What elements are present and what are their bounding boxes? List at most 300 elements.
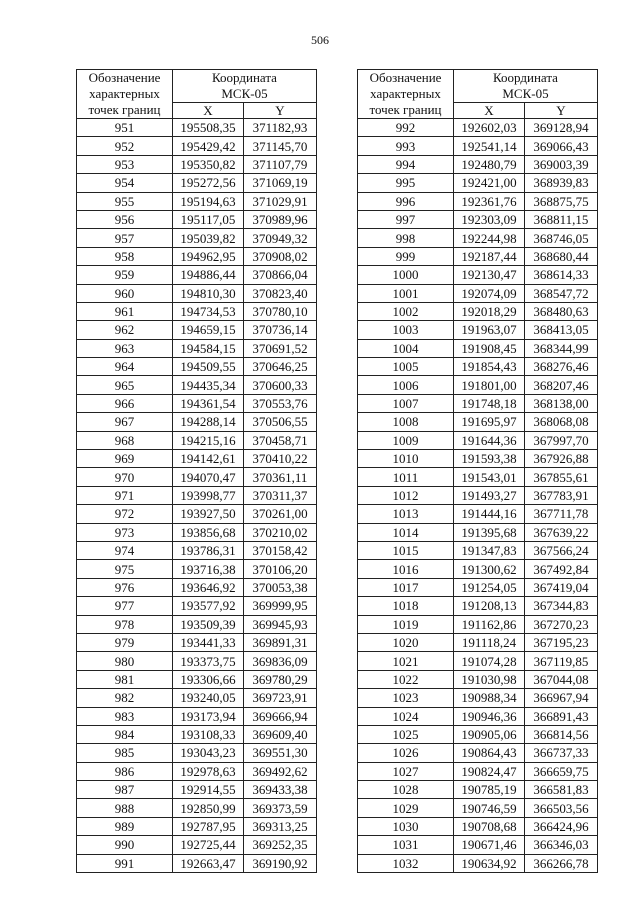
table-row <box>77 652 317 670</box>
header-coordinate-line1: Координата <box>493 70 558 86</box>
coord-y: 366266,78 <box>525 854 598 872</box>
table-row <box>77 137 317 155</box>
coord-x: 192074,09 <box>454 284 525 302</box>
point-number: 958 <box>77 247 173 265</box>
coord-x: 193577,92 <box>173 597 244 615</box>
point-number: 1013 <box>358 505 454 523</box>
coord-y: 369551,30 <box>244 744 317 762</box>
coord-y: 368811,15 <box>525 210 598 228</box>
coord-x: 194288,14 <box>173 413 244 431</box>
point-number: 999 <box>358 247 454 265</box>
coord-x: 192303,09 <box>454 210 525 228</box>
table-row <box>358 339 598 357</box>
coord-y: 370553,76 <box>244 394 317 412</box>
table-row <box>77 302 317 320</box>
point-number: 955 <box>77 192 173 210</box>
table-row <box>77 394 317 412</box>
coord-x: 192602,03 <box>454 119 525 137</box>
table-row <box>77 229 317 247</box>
point-number: 960 <box>77 284 173 302</box>
coord-x: 190988,34 <box>454 689 525 707</box>
header-coordinate-label <box>173 70 317 103</box>
table-row <box>358 597 598 615</box>
point-number: 989 <box>77 817 173 835</box>
coord-x: 191074,28 <box>454 652 525 670</box>
table-row <box>358 302 598 320</box>
coord-x: 193786,31 <box>173 541 244 559</box>
table-row <box>77 670 317 688</box>
coord-x: 190746,59 <box>454 799 525 817</box>
point-number: 976 <box>77 578 173 596</box>
coord-x: 193441,33 <box>173 633 244 651</box>
coord-x: 193509,39 <box>173 615 244 633</box>
coord-y: 369666,94 <box>244 707 317 725</box>
coord-y: 369891,31 <box>244 633 317 651</box>
coord-y: 366814,56 <box>525 725 598 743</box>
point-number: 971 <box>77 486 173 504</box>
coord-x: 195272,56 <box>173 174 244 192</box>
coord-x: 194509,55 <box>173 358 244 376</box>
coord-x: 191208,13 <box>454 597 525 615</box>
coord-x: 191118,24 <box>454 633 525 651</box>
table-row <box>77 505 317 523</box>
point-number: 954 <box>77 174 173 192</box>
coord-y: 371182,93 <box>244 119 317 137</box>
coord-y: 371107,79 <box>244 155 317 173</box>
table-row <box>358 836 598 854</box>
point-number: 1021 <box>358 652 454 670</box>
table-row <box>77 541 317 559</box>
coord-y: 366659,75 <box>525 762 598 780</box>
coord-x: 190785,19 <box>454 781 525 799</box>
table-row <box>77 192 317 210</box>
coord-y: 368614,33 <box>525 266 598 284</box>
point-number: 972 <box>77 505 173 523</box>
coord-x: 191854,43 <box>454 358 525 376</box>
coord-y: 369003,39 <box>525 155 598 173</box>
point-number: 969 <box>77 450 173 468</box>
header-coordinate-line1: Координата <box>212 70 277 86</box>
point-number: 974 <box>77 541 173 559</box>
point-number: 1026 <box>358 744 454 762</box>
table-row <box>358 284 598 302</box>
table-row <box>358 155 598 173</box>
point-number: 977 <box>77 597 173 615</box>
coord-y: 368413,05 <box>525 321 598 339</box>
coord-y: 366346,03 <box>525 836 598 854</box>
coord-y: 369252,35 <box>244 836 317 854</box>
table-row <box>358 615 598 633</box>
table-row <box>77 376 317 394</box>
coord-x: 195508,35 <box>173 119 244 137</box>
point-number: 1012 <box>358 486 454 504</box>
point-number: 998 <box>358 229 454 247</box>
point-number: 1028 <box>358 781 454 799</box>
table-row <box>358 174 598 192</box>
coord-x: 191254,05 <box>454 578 525 596</box>
coord-y: 370691,52 <box>244 339 317 357</box>
table-row <box>358 578 598 596</box>
point-number: 967 <box>77 413 173 431</box>
coord-x: 193998,77 <box>173 486 244 504</box>
point-number: 1016 <box>358 560 454 578</box>
coord-x: 191493,27 <box>454 486 525 504</box>
coord-x: 194886,44 <box>173 266 244 284</box>
point-number: 1024 <box>358 707 454 725</box>
header-y: Y <box>525 103 598 119</box>
table-row <box>77 836 317 854</box>
coord-x: 191162,86 <box>454 615 525 633</box>
table-row <box>77 597 317 615</box>
point-number: 1007 <box>358 394 454 412</box>
coord-x: 193373,75 <box>173 652 244 670</box>
coord-x: 194070,47 <box>173 468 244 486</box>
point-number: 963 <box>77 339 173 357</box>
coord-y: 367711,78 <box>525 505 598 523</box>
table-row <box>358 781 598 799</box>
point-number: 1001 <box>358 284 454 302</box>
table-row <box>358 376 598 394</box>
point-number: 1011 <box>358 468 454 486</box>
point-number: 1032 <box>358 854 454 872</box>
coord-x: 195039,82 <box>173 229 244 247</box>
point-number: 1023 <box>358 689 454 707</box>
coord-y: 370823,40 <box>244 284 317 302</box>
table-row <box>77 689 317 707</box>
table-row <box>358 358 598 376</box>
table-row <box>77 578 317 596</box>
point-number: 957 <box>77 229 173 247</box>
table-row <box>77 468 317 486</box>
coord-y: 369433,38 <box>244 781 317 799</box>
point-number: 1009 <box>358 431 454 449</box>
coord-y: 368547,72 <box>525 284 598 302</box>
table-row <box>77 744 317 762</box>
point-number: 964 <box>77 358 173 376</box>
coord-x: 190864,43 <box>454 744 525 762</box>
point-number: 1004 <box>358 339 454 357</box>
table-row <box>358 560 598 578</box>
coord-x: 192787,95 <box>173 817 244 835</box>
point-number: 1006 <box>358 376 454 394</box>
coord-y: 368276,46 <box>525 358 598 376</box>
coord-x: 192978,63 <box>173 762 244 780</box>
table-row <box>358 523 598 541</box>
table-row <box>358 670 598 688</box>
point-number: 979 <box>77 633 173 651</box>
point-number: 981 <box>77 670 173 688</box>
coord-y: 367344,83 <box>525 597 598 615</box>
coord-x: 194435,34 <box>173 376 244 394</box>
point-number: 1002 <box>358 302 454 320</box>
point-number: 993 <box>358 137 454 155</box>
point-number: 968 <box>77 431 173 449</box>
coord-x: 190708,68 <box>454 817 525 835</box>
table-row <box>77 854 317 872</box>
coord-x: 193927,50 <box>173 505 244 523</box>
point-number: 985 <box>77 744 173 762</box>
coord-x: 191300,62 <box>454 560 525 578</box>
point-number: 965 <box>77 376 173 394</box>
coord-y: 367492,84 <box>525 560 598 578</box>
table-row <box>77 817 317 835</box>
coord-x: 192187,44 <box>454 247 525 265</box>
point-number: 1018 <box>358 597 454 615</box>
coord-y: 367566,24 <box>525 541 598 559</box>
coord-x: 192850,99 <box>173 799 244 817</box>
coord-x: 194810,30 <box>173 284 244 302</box>
point-number: 959 <box>77 266 173 284</box>
coord-x: 193646,92 <box>173 578 244 596</box>
coord-y: 367195,23 <box>525 633 598 651</box>
point-number: 983 <box>77 707 173 725</box>
coord-y: 369609,40 <box>244 725 317 743</box>
table-row <box>77 339 317 357</box>
point-number: 978 <box>77 615 173 633</box>
coord-x: 192018,29 <box>454 302 525 320</box>
coord-y: 368344,99 <box>525 339 598 357</box>
coord-x: 191801,00 <box>454 376 525 394</box>
table-row <box>77 284 317 302</box>
point-number: 970 <box>77 468 173 486</box>
table-row <box>77 725 317 743</box>
coord-x: 191030,98 <box>454 670 525 688</box>
point-number: 951 <box>77 119 173 137</box>
header-x: X <box>173 103 244 119</box>
coordinates-table-left <box>76 69 317 873</box>
table-row <box>77 560 317 578</box>
point-number: 1031 <box>358 836 454 854</box>
point-number: 961 <box>77 302 173 320</box>
point-number: 980 <box>77 652 173 670</box>
point-number: 1005 <box>358 358 454 376</box>
coord-y: 370311,37 <box>244 486 317 504</box>
table-row <box>77 523 317 541</box>
coord-y: 370866,04 <box>244 266 317 284</box>
table-row <box>77 155 317 173</box>
coord-y: 366967,94 <box>525 689 598 707</box>
coord-x: 190905,06 <box>454 725 525 743</box>
coord-x: 191347,83 <box>454 541 525 559</box>
table-row <box>77 633 317 651</box>
table-row <box>77 358 317 376</box>
point-number: 973 <box>77 523 173 541</box>
coord-x: 193108,33 <box>173 725 244 743</box>
coord-y: 370506,55 <box>244 413 317 431</box>
point-number: 992 <box>358 119 454 137</box>
coord-y: 370261,00 <box>244 505 317 523</box>
table-row <box>77 762 317 780</box>
header-point-label: Обозначение характерных точек границ <box>358 70 454 119</box>
coord-x: 194361,54 <box>173 394 244 412</box>
point-number: 1015 <box>358 541 454 559</box>
table-row <box>77 431 317 449</box>
table-row <box>358 817 598 835</box>
coord-x: 194659,15 <box>173 321 244 339</box>
table-row <box>77 707 317 725</box>
point-number: 997 <box>358 210 454 228</box>
table-row <box>358 468 598 486</box>
coord-x: 195350,82 <box>173 155 244 173</box>
coord-y: 370908,02 <box>244 247 317 265</box>
coord-x: 192244,98 <box>454 229 525 247</box>
coord-x: 191908,45 <box>454 339 525 357</box>
coord-x: 192130,47 <box>454 266 525 284</box>
coord-y: 366503,56 <box>525 799 598 817</box>
coord-x: 195117,05 <box>173 210 244 228</box>
table-row <box>77 321 317 339</box>
coord-x: 191395,68 <box>454 523 525 541</box>
point-number: 1000 <box>358 266 454 284</box>
point-number: 1030 <box>358 817 454 835</box>
table-row <box>77 174 317 192</box>
coord-x: 195194,63 <box>173 192 244 210</box>
coord-x: 193043,23 <box>173 744 244 762</box>
coord-x: 192663,47 <box>173 854 244 872</box>
point-number: 982 <box>77 689 173 707</box>
point-number: 994 <box>358 155 454 173</box>
coord-y: 366891,43 <box>525 707 598 725</box>
table-row <box>358 247 598 265</box>
table-row <box>77 615 317 633</box>
point-number: 986 <box>77 762 173 780</box>
coord-y: 369836,09 <box>244 652 317 670</box>
coord-x: 191695,97 <box>454 413 525 431</box>
coordinates-table-right <box>357 69 598 873</box>
header-x: X <box>454 103 525 119</box>
point-number: 1010 <box>358 450 454 468</box>
coord-y: 368207,46 <box>525 376 598 394</box>
table-row <box>77 247 317 265</box>
point-number: 1020 <box>358 633 454 651</box>
coord-y: 367855,61 <box>525 468 598 486</box>
coord-x: 191748,18 <box>454 394 525 412</box>
point-number: 1014 <box>358 523 454 541</box>
table-row <box>358 266 598 284</box>
point-number: 956 <box>77 210 173 228</box>
table-row <box>77 781 317 799</box>
coord-x: 194584,15 <box>173 339 244 357</box>
coord-x: 193716,38 <box>173 560 244 578</box>
coord-y: 369945,93 <box>244 615 317 633</box>
header-y: Y <box>244 103 317 119</box>
coord-y: 370106,20 <box>244 560 317 578</box>
coord-y: 368480,63 <box>525 302 598 320</box>
point-number: 995 <box>358 174 454 192</box>
point-number: 1017 <box>358 578 454 596</box>
table-row <box>358 413 598 431</box>
coord-y: 367783,91 <box>525 486 598 504</box>
coord-y: 368068,08 <box>525 413 598 431</box>
table-row <box>358 431 598 449</box>
coord-y: 368875,75 <box>525 192 598 210</box>
coord-y: 370158,42 <box>244 541 317 559</box>
coord-x: 191963,07 <box>454 321 525 339</box>
coord-y: 366581,83 <box>525 781 598 799</box>
table-row <box>358 633 598 651</box>
point-number: 1025 <box>358 725 454 743</box>
table-row <box>358 541 598 559</box>
coord-x: 191644,36 <box>454 431 525 449</box>
table-row <box>358 744 598 762</box>
point-number: 991 <box>77 854 173 872</box>
coord-x: 192421,00 <box>454 174 525 192</box>
coord-y: 370458,71 <box>244 431 317 449</box>
point-number: 996 <box>358 192 454 210</box>
coord-y: 369723,91 <box>244 689 317 707</box>
point-number: 988 <box>77 799 173 817</box>
table-row <box>358 450 598 468</box>
point-number: 1003 <box>358 321 454 339</box>
coord-y: 370989,96 <box>244 210 317 228</box>
coord-y: 371145,70 <box>244 137 317 155</box>
header-point-label: Обозначение характерных точек границ <box>77 70 173 119</box>
table-row <box>358 229 598 247</box>
coord-y: 366424,96 <box>525 817 598 835</box>
coord-y: 370780,10 <box>244 302 317 320</box>
coord-y: 370736,14 <box>244 321 317 339</box>
point-number: 990 <box>77 836 173 854</box>
coord-y: 370361,11 <box>244 468 317 486</box>
coord-x: 190634,92 <box>454 854 525 872</box>
coord-y: 369780,29 <box>244 670 317 688</box>
coord-y: 367119,85 <box>525 652 598 670</box>
page-number: 506 <box>311 33 329 47</box>
coord-y: 371029,91 <box>244 192 317 210</box>
coord-y: 369999,95 <box>244 597 317 615</box>
coord-x: 190671,46 <box>454 836 525 854</box>
coord-y: 367926,88 <box>525 450 598 468</box>
coord-y: 371069,19 <box>244 174 317 192</box>
table-row <box>358 762 598 780</box>
table-row <box>77 413 317 431</box>
table-row <box>77 210 317 228</box>
point-number: 1008 <box>358 413 454 431</box>
table-row <box>358 707 598 725</box>
header-coordinate-label <box>454 70 598 103</box>
table-row <box>358 652 598 670</box>
table-row <box>358 119 598 137</box>
coord-x: 193306,66 <box>173 670 244 688</box>
table-row <box>358 799 598 817</box>
coord-y: 369066,43 <box>525 137 598 155</box>
point-number: 987 <box>77 781 173 799</box>
header-coordinate-line2: МСК-05 <box>502 86 549 102</box>
coord-x: 190824,47 <box>454 762 525 780</box>
coord-y: 367270,23 <box>525 615 598 633</box>
coord-x: 194962,95 <box>173 247 244 265</box>
coord-y: 368939,83 <box>525 174 598 192</box>
coord-x: 191593,38 <box>454 450 525 468</box>
coord-x: 192361,76 <box>454 192 525 210</box>
coord-x: 192541,14 <box>454 137 525 155</box>
point-number: 975 <box>77 560 173 578</box>
table-row <box>358 210 598 228</box>
coord-x: 191444,16 <box>454 505 525 523</box>
point-number: 962 <box>77 321 173 339</box>
coord-y: 368138,00 <box>525 394 598 412</box>
coord-y: 370210,02 <box>244 523 317 541</box>
point-number: 966 <box>77 394 173 412</box>
coord-y: 370053,38 <box>244 578 317 596</box>
coord-y: 370646,25 <box>244 358 317 376</box>
table-row <box>358 394 598 412</box>
table-row <box>77 119 317 137</box>
table-row <box>358 137 598 155</box>
coord-x: 194215,16 <box>173 431 244 449</box>
coord-y: 366737,33 <box>525 744 598 762</box>
coord-x: 195429,42 <box>173 137 244 155</box>
